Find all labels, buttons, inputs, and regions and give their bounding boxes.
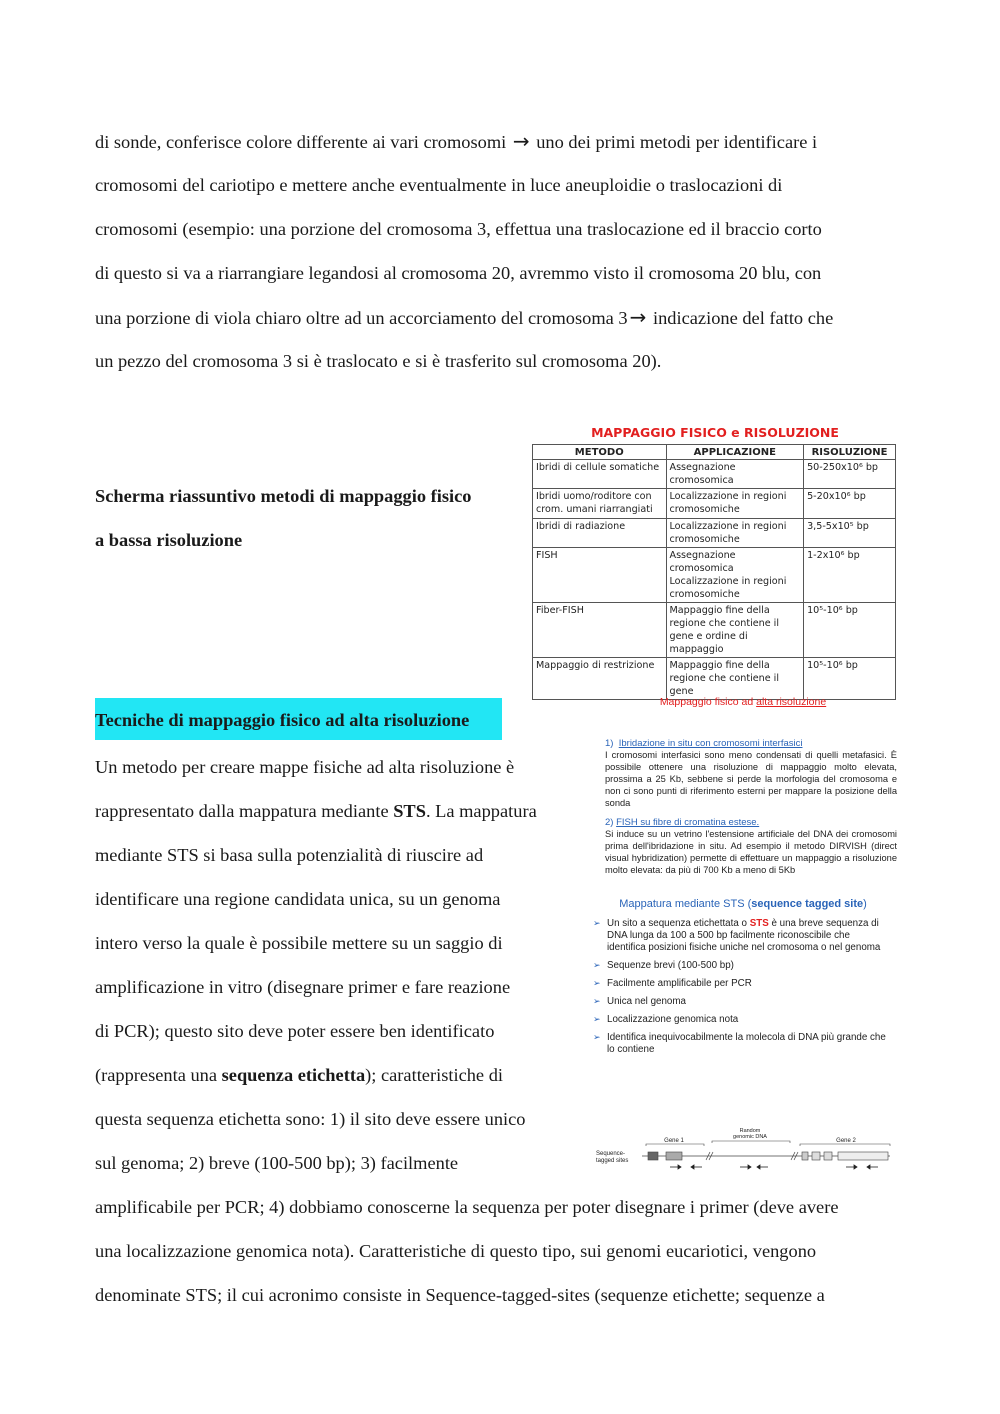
text-line: . La mappatura — [425, 801, 537, 821]
bold-term: STS — [393, 801, 426, 821]
text-line: di sonde, conferisce colore differente ai vari cromosomi — [95, 132, 507, 152]
text-line: indicazione del fatto che — [653, 308, 834, 328]
slide-title-underlined: alta risoluzione — [756, 696, 827, 708]
list-item: ➢ Sequenze brevi (100-500 bp) — [593, 960, 891, 972]
table-cell: 3,5-5x10⁵ bp — [804, 519, 896, 548]
sts-bullet-list — [583, 918, 903, 1056]
sts-subtitle-text: ) — [863, 898, 867, 910]
table-cell: Mappaggio di restrizione — [533, 658, 667, 700]
text-line: cromosomi del cariotipo e mettere anche eventualmente in luce aneuploidie o traslocazioni di — [95, 175, 783, 195]
section-number: 1) — [605, 738, 614, 749]
table-cell: Mappaggio fine della regione che contiene il gene e ordine di mappaggio — [666, 603, 804, 658]
arrow-right-icon: → — [512, 129, 530, 153]
table-cell: Ibridi di radiazione — [533, 519, 667, 548]
text-line: cromosomi (esempio: una porzione del cromosoma 3, effettua una traslocazione ed il braccio corto — [95, 219, 822, 239]
table-header: METODO — [533, 445, 667, 460]
text-line: questa sequenza etichetta sono: 1) il sito deve essere unico — [95, 1109, 526, 1129]
list-item-text: Un sito a sequenza etichettata o — [607, 918, 750, 929]
list-item — [593, 918, 891, 954]
slide-title-text: Mappaggio fisico ad — [659, 696, 757, 708]
text-line: denominate STS; il cui acronimo consiste in Sequence-tagged-sites (sequenze etichette; sequenze a — [95, 1285, 825, 1305]
table-cell: Fiber-FISH — [533, 603, 667, 658]
table-cell: FISH — [533, 548, 667, 603]
list-item: ➢ Unica nel genoma — [593, 996, 891, 1008]
sts-subtitle-bold: sequence tagged site — [751, 898, 864, 910]
table-cell: Assegnazione cromosomica — [666, 460, 804, 489]
sts-subtitle — [583, 898, 903, 910]
table-header: RISOLUZIONE — [804, 445, 896, 460]
gene-2-label: Gene 2 — [836, 1138, 856, 1144]
text-line: sul genoma; 2) breve (100-500 bp); 3) facilmente — [95, 1153, 459, 1173]
list-item: ➢ Facilmente amplificabile per PCR — [593, 978, 891, 990]
table-cell: Localizzazione in regioni cromosomiche — [666, 489, 804, 519]
text-line: rappresentato dalla mappatura mediante — [95, 801, 394, 821]
table-cell: Mappaggio fine della regione che contiene il gene — [666, 658, 804, 700]
list-item-text: è una breve sequenza di DNA lunga da 100 a 500 bp facilmente riconoscibile che identifica posizioni fisiche uniche nel cromosoma o nel genoma — [607, 918, 881, 953]
intro-paragraph — [95, 119, 833, 383]
text-line: intero verso la quale è possibile mettere su un saggio di — [95, 933, 503, 953]
slide-title — [583, 696, 903, 708]
text-line: (rappresenta una — [95, 1065, 222, 1085]
summary-heading-line: a bassa risoluzione — [95, 530, 243, 550]
diagram-label: Sequence- — [596, 1151, 626, 1157]
table-cell: Ibridi di cellule somatiche — [533, 460, 667, 489]
text-line: un pezzo del cromosoma 3 si è traslocato e si è trasferito sul cromosoma 20). — [95, 351, 662, 371]
high-resolution-heading — [95, 698, 502, 740]
summary-heading — [95, 474, 472, 562]
arrow-right-icon: → — [629, 305, 647, 329]
table-header: APPLICAZIONE — [666, 445, 804, 460]
table-cell: 50-250x10⁶ bp — [804, 460, 896, 489]
gene-1-label: Gene 1 — [664, 1138, 684, 1144]
table-row — [533, 603, 896, 658]
table-cell: 10⁵-10⁶ bp — [804, 603, 896, 658]
text-line: una localizzazione genomica nota). Caratteristiche di questo tipo, sui genomi eucariotici, vengono — [95, 1241, 817, 1261]
text-line: identificare una regione candidata unica, su un genoma — [95, 889, 501, 909]
mapping-resolution-table-figure — [532, 422, 898, 700]
high-resolution-heading-text: Tecniche di mappaggio fisico ad alta risoluzione — [95, 710, 470, 730]
sts-diagram — [594, 1124, 894, 1174]
table-cell: Localizzazione in regioni cromosomiche — [666, 519, 804, 548]
text-line: di questo si va a riarrangiare legandosi al cromosoma 20, avremmo visto il cromosoma 20 blu, con — [95, 263, 822, 283]
table-row — [533, 519, 896, 548]
text-line: amplificazione in vitro (disegnare primer e fare reazione — [95, 977, 511, 997]
section-title: Ibridazione in situ con cromosomi interfasici — [618, 738, 803, 749]
table-header-row — [533, 445, 896, 460]
high-resolution-slide-figure — [583, 690, 903, 1062]
section-2-text: Si induce su un vetrino l'estensione artificiale del DNA dei cromosomi prima dell'ibridazione in situ. Ad esempio il metodo DIRVISH (direct visual hybridization) permette di effettuare un mappaggio a risoluzione molto elevata: da più di 700 Kb a meno di 5Kb — [605, 829, 897, 875]
table-cell: 5-20x10⁶ bp — [804, 489, 896, 519]
section-1-text: I cromosomi interfasici sono meno condensati di quelli metafasici. È possibile ottenere una risoluzione di mappaggio molto elevata, prossima a 25 Kb, sebbene si perde la morfologia del cromosoma e non ci sono punti di riferimento esterni per mappare la posizione della sonda — [605, 750, 897, 808]
list-item: ➢ Identifica inequivocabilmente la molecola di DNA più grande che lo contiene — [593, 1032, 891, 1056]
table-cell: 1-2x10⁶ bp — [804, 548, 896, 603]
summary-heading-line: Scherma riassuntivo metodi di mappaggio fisico — [95, 486, 472, 506]
sts-term: STS — [749, 918, 769, 929]
text-line: uno dei primi metodi per identificare i — [536, 132, 818, 152]
table-row — [533, 548, 896, 603]
table-cell: Ibridi uomo/roditore con crom. umani riarrangiati — [533, 489, 667, 519]
text-line: mediante STS si basa sulla potenzialità di riuscire ad — [95, 845, 484, 865]
bold-term: sequenza etichetta — [221, 1065, 366, 1085]
list-item: ➢ Localizzazione genomica nota — [593, 1014, 891, 1026]
table-row — [533, 460, 896, 489]
mapping-table — [532, 444, 896, 700]
text-line: di PCR); questo sito deve poter essere ben identificato — [95, 1021, 495, 1041]
section-number: 2) — [605, 817, 614, 828]
section-2-heading — [605, 817, 903, 828]
text-line: Un metodo per creare mappe fisiche ad alta risoluzione è — [95, 757, 515, 777]
random-dna-label: genomic DNA — [733, 1134, 767, 1140]
diagram-label: tagged sites — [596, 1158, 629, 1164]
random-dna-label: Random — [739, 1128, 761, 1134]
table-row — [533, 489, 896, 519]
sts-subtitle-text: Mappatura mediante STS ( — [619, 898, 752, 910]
text-line: una porzione di viola chiaro oltre ad un accorciamento del cromosoma 3 — [95, 308, 628, 328]
section-1-heading — [605, 738, 903, 749]
table-cell: 10⁵-10⁶ bp — [804, 658, 896, 700]
text-line: amplificabile per PCR; 4) dobbiamo conoscerne la sequenza per poter disegnare i primer (deve avere — [95, 1197, 839, 1217]
table-title: MAPPAGGIO FISICO e RISOLUZIONE — [591, 425, 839, 440]
table-cell: Assegnazione cromosomica Localizzazione in regioni cromosomiche — [666, 548, 804, 603]
primer-arrows — [670, 1165, 878, 1169]
section-title: FISH su fibre di cromatina estese. — [616, 817, 760, 828]
text-line: ); caratteristiche di — [365, 1065, 503, 1085]
